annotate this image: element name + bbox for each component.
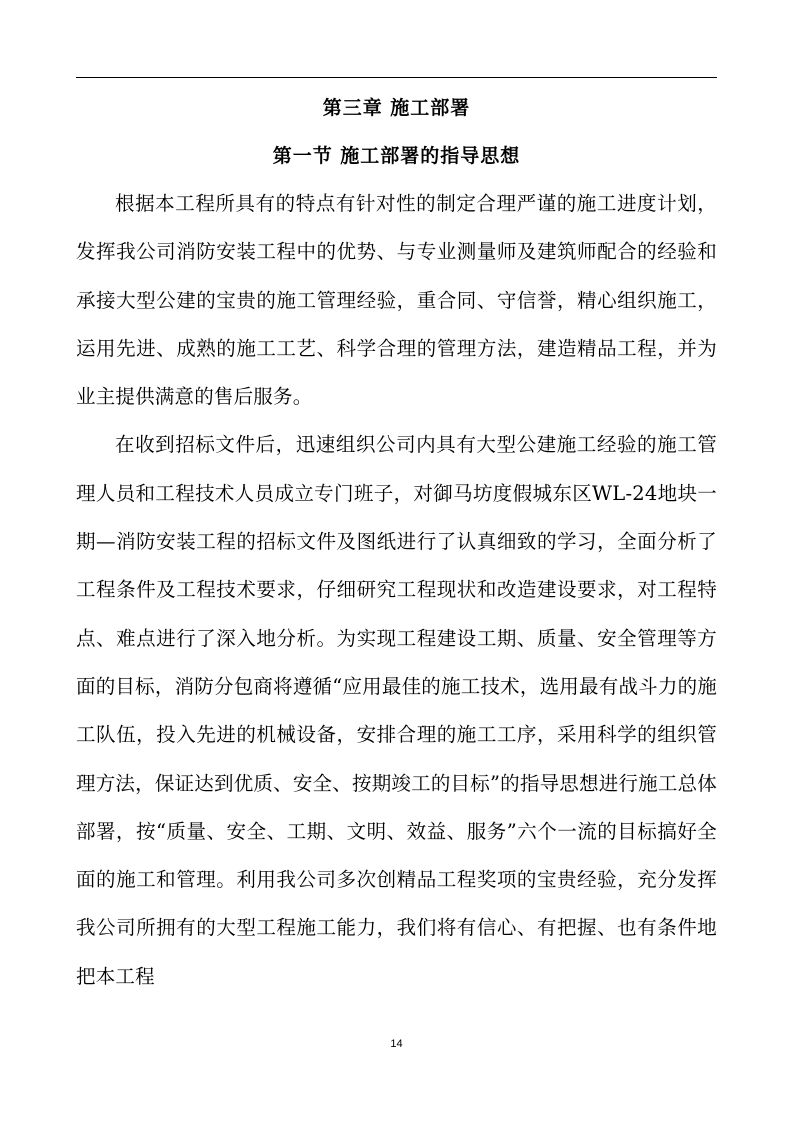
section-title: 第一节 施工部署的指导思想 xyxy=(272,145,521,167)
header-rule xyxy=(76,77,717,78)
paragraph-1: 根据本工程所具有的特点有针对性的制定合理严谨的施工进度计划，发挥我公司消防安装工程中的优势、与专业测量师及建筑师配合的经验和承接大型公建的宝贵的施工管理经验，重合同、守信誉，精心组织施工，运用先进、成熟的施工工艺、科学合理的管理方法，建造精品工程，并为业主提供满意的售后服务。 xyxy=(76,192,717,409)
paragraph-2: 在收到招标文件后，迅速组织公司内具有大型公建施工经验的施工管理人员和工程技术人员成立专门班子，对御马坊度假城东区WL-24地块一期—消防安装工程的招标文件及图纸进行了认真细致的学习，全面分析了工程条件及工程技术要求，仔细研究工程现状和改造建设要求，对工程特点、难点进行了深入地分析。为实现工程建设工期、质量、安全管理等方面的目标，消防分包商将遵循“应用最佳的施工技术，选用最有战斗力的施工队伍，投入先进的机械设备，安排合理的施工工序，采用科学的组织管理方法，保证达到优质、安全、按期竣工的目标”的指导思想进行施工总体部署，按“质量、安全、工期、文明、效益、服务”六个一流的目标搞好全面的施工和管理。利用我公司多次创精品工程奖项的宝贵经验，充分发挥我公司所拥有的大型工程施工能力，我们将有信心、有把握、也有条件地把本工程 xyxy=(76,433,717,988)
page-body xyxy=(76,84,717,1001)
chapter-title: 第三章 施工部署 xyxy=(322,97,471,119)
page-number: 14 xyxy=(390,1038,403,1050)
